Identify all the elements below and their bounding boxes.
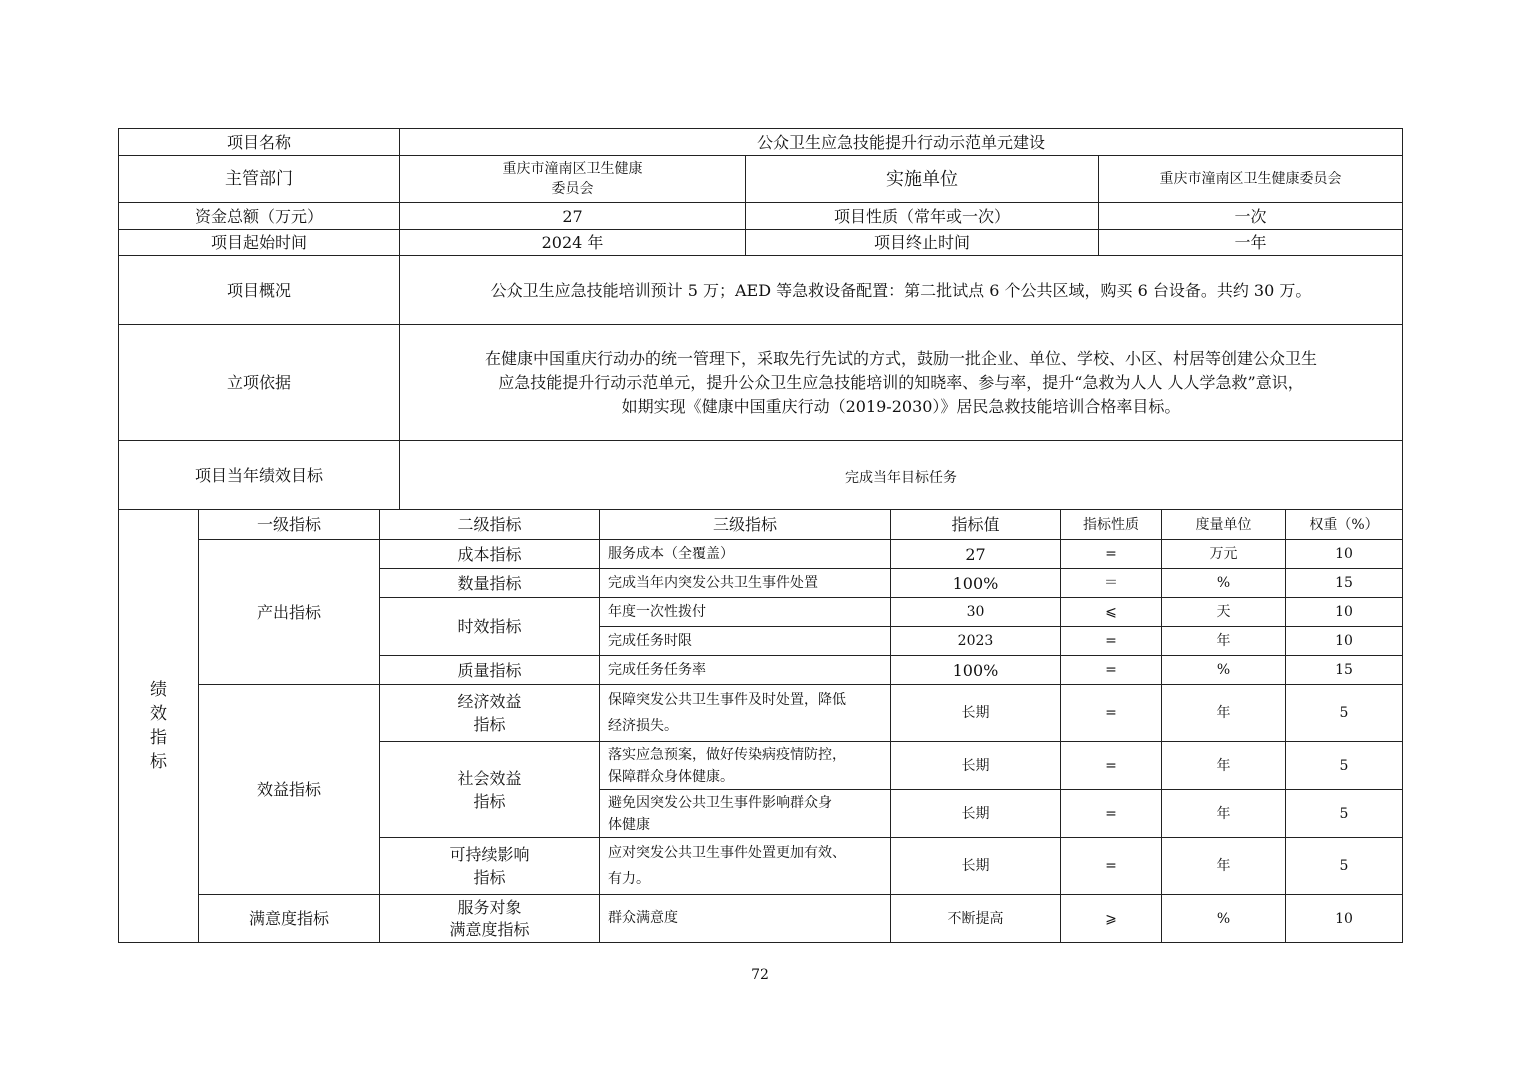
nature-value: 一次 [1099,203,1403,230]
indicator-nature: = [1061,685,1162,742]
indicator-text [600,685,891,742]
indicator-nature: ⩽ [1061,598,1162,627]
page-number: 72 [751,967,769,983]
fund-label: 资金总额（万元） [119,203,400,230]
indicator-unit: 年 [1162,685,1286,742]
header-level2: 二级指标 [380,510,600,540]
indicator-unit: 年 [1162,627,1286,656]
indicator-value: 100% [891,656,1061,685]
header-unit: 度量单位 [1162,510,1286,540]
indicator-value: 27 [891,540,1061,569]
goal-label: 项目当年绩效目标 [119,441,400,510]
indicator-unit: % [1162,656,1286,685]
sub-economic [380,685,600,742]
indicator-weight: 15 [1286,656,1403,685]
indicator-weight: 10 [1286,540,1403,569]
impl-value: 重庆市潼南区卫生健康委员会 [1099,156,1403,203]
indicator-text-line1: 保障突发公共卫生事件及时处置，降低 [608,692,846,708]
indicator-nature: = [1061,838,1162,895]
indicator-weight: 5 [1286,742,1403,790]
indicator-weight: 10 [1286,895,1403,943]
indicator-weight: 5 [1286,838,1403,895]
group-satisfaction: 满意度指标 [199,895,380,943]
sub-service-line1: 服务对象 [457,897,522,917]
overview-label: 项目概况 [119,256,400,325]
indicator-text-line1: 应对突发公共卫生事件处置更加有效、 [608,845,846,861]
sub-economic-line2: 指标 [473,715,506,734]
indicator-unit: 年 [1162,790,1286,838]
impl-label: 实施单位 [746,156,1099,203]
sub-service [380,895,600,943]
indicator-weight: 10 [1286,627,1403,656]
indicator-text: 服务成本（全覆盖） [600,540,891,569]
indicator-text: 群众满意度 [600,895,891,943]
indicator-unit: 天 [1162,598,1286,627]
header-level1: 一级指标 [199,510,380,540]
start-value: 2024 年 [400,230,746,256]
indicator-text-line1: 避免因突发公共卫生事件影响群众身 [608,794,832,811]
dept-value-line2: 委员会 [551,181,594,197]
sub-sustain [380,838,600,895]
dept-label: 主管部门 [119,156,400,203]
indicator-value: 长期 [891,790,1061,838]
header-level3: 三级指标 [600,510,891,540]
indicator-text-line1: 落实应急预案，做好传染病疫情防控， [608,746,846,763]
indicator-unit: 年 [1162,742,1286,790]
project-info-table [118,128,1403,510]
header-nature: 指标性质 [1061,510,1162,540]
indicator-nature: = [1061,627,1162,656]
project-name-label: 项目名称 [119,129,400,156]
sub-timeliness: 时效指标 [380,598,600,656]
indicator-text-line2: 经济损失。 [608,718,678,734]
dept-value [400,156,746,203]
indicator-nature: = [1061,656,1162,685]
indicator-nature: = [1061,540,1162,569]
indicator-value: 30 [891,598,1061,627]
table-row [119,540,1403,569]
indicator-unit: % [1162,569,1286,598]
basis-line-2: 应急技能提升行动示范单元，提升公众卫生应急技能培训的知晓率、参与率，提升“急救为人人 人人学急救”意识， [498,372,1304,392]
end-value: 一年 [1099,230,1403,256]
basis-line-1: 在健康中国重庆行动办的统一管理下，采取先行先试的方式，鼓励一批企业、单位、学校、小区、村居等创建公众卫生 [485,348,1318,368]
indicator-text: 完成任务任务率 [600,656,891,685]
indicator-weight: 10 [1286,598,1403,627]
indicator-text-line2: 有力。 [608,871,650,887]
sub-economic-line1: 经济效益 [457,692,522,711]
indicator-unit: 万元 [1162,540,1286,569]
nature-label: 项目性质（常年或一次） [746,203,1099,230]
indicator-value: 2023 [891,627,1061,656]
group-output: 产出指标 [199,540,380,685]
header-weight: 权重（%） [1286,510,1403,540]
indicator-value: 100% [891,569,1061,598]
sub-sustain-line1: 可持续影响 [449,845,530,864]
indicator-weight: 5 [1286,685,1403,742]
indicator-text [600,742,891,790]
sub-quality: 质量指标 [380,656,600,685]
perf-side-label [119,510,199,943]
sub-service-line2: 满意度指标 [449,919,530,939]
indicator-value: 长期 [891,685,1061,742]
performance-indicator-table [118,509,1403,943]
indicator-text-line2: 保障群众身体健康。 [608,768,734,785]
indicator-text: 年度一次性拨付 [600,598,891,627]
indicator-text: 完成当年内突发公共卫生事件处置 [600,569,891,598]
indicator-text [600,838,891,895]
indicator-value: 不断提高 [891,895,1061,943]
indicator-weight: 15 [1286,569,1403,598]
end-label: 项目终止时间 [746,230,1099,256]
indicator-nature: = [1061,742,1162,790]
group-benefit: 效益指标 [199,685,380,895]
basis-label: 立项依据 [119,325,400,441]
sub-cost: 成本指标 [380,540,600,569]
indicator-text-line2: 体健康 [608,816,650,833]
basis-value [400,325,1403,441]
indicator-value: 长期 [891,838,1061,895]
sub-quantity: 数量指标 [380,569,600,598]
sub-social [380,742,600,838]
goal-value: 完成当年目标任务 [400,441,1403,510]
start-label: 项目起始时间 [119,230,400,256]
header-value: 指标值 [891,510,1061,540]
table-row [119,895,1403,943]
project-name-value: 公众卫生应急技能提升行动示范单元建设 [400,129,1403,156]
fund-value: 27 [400,203,746,230]
perf-side-label-text: 绩效指标 [150,680,167,772]
indicator-nature: = [1061,790,1162,838]
basis-line-3: 如期实现《健康中国重庆行动（2019-2030）》居民急救技能培训合格率目标。 [621,396,1181,416]
indicator-nature: ＝ [1061,569,1162,598]
performance-target-sheet [118,128,1402,943]
indicator-value: 长期 [891,742,1061,790]
indicator-weight: 5 [1286,790,1403,838]
sub-social-line1: 社会效益 [457,768,522,788]
sub-sustain-line2: 指标 [473,868,506,887]
dept-value-line1: 重庆市潼南区卫生健康 [502,161,643,177]
indicator-unit: % [1162,895,1286,943]
sub-social-line2: 指标 [473,791,506,811]
indicator-nature: ⩾ [1061,895,1162,943]
overview-value: 公众卫生应急技能培训预计 5 万；AED 等急救设备配置：第二批试点 6 个公共区域，购买 6 台设备。共约 30 万。 [400,256,1403,325]
table-row [119,685,1403,742]
indicator-text: 完成任务时限 [600,627,891,656]
indicator-unit: 年 [1162,838,1286,895]
indicator-text [600,790,891,838]
